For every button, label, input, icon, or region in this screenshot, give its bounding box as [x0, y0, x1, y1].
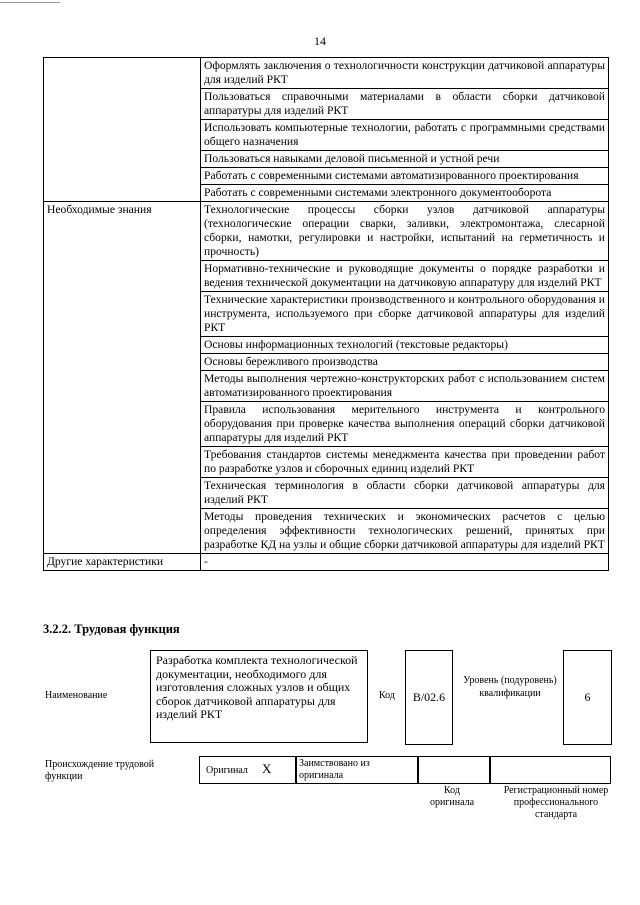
row-content: Правила использования мерительного инструмента и контрольного оборудования при проверке качества выполнения операций сборки датчиковой аппаратуры для изделий РКТ [201, 402, 609, 447]
row-content: Техническая терминология в области сборки датчиковой аппаратуры для изделий РКТ [201, 478, 609, 509]
code-original-caption: Код оригинала [429, 785, 475, 808]
row-content: Технические характеристики производственного и контрольного оборудования и инструмента, используемого при сборке датчиковой аппаратуры для изделий РКТ [201, 292, 609, 337]
origin-label: Происхождение трудовой функции [45, 759, 155, 782]
row-content: - [201, 554, 609, 571]
row-content: Методы проведения технических и экономических расчетов с целью определения эффективности технологических решений, принятых при разработке КД на узлы и общие сборки датчиковой аппаратуры для изделий РКТ [201, 509, 609, 554]
row-content: Требования стандартов системы менеджмента качества при проведении работ по разработке узлов и сборочных единиц изделий РКТ [201, 447, 609, 478]
name-label: Наименование [45, 690, 108, 701]
row-content: Основы информационных технологий (текстовые редакторы) [201, 337, 609, 354]
row-content: Основы бережливого производства [201, 354, 609, 371]
page-number: 14 [314, 34, 326, 48]
table-row [44, 202, 609, 261]
skills-knowledge-table [43, 57, 609, 571]
row-content: Работать с современными системами электронного документооборота [201, 185, 609, 202]
row-content: Нормативно-технические и руководящие документы о порядке разработки и ведения технической документации на датчиковую аппаратуру для изделий РКТ [201, 261, 609, 292]
top-rule [0, 2, 60, 3]
row-content: Технологические процессы сборки узлов датчиковой аппаратуры (технологические операции сварки, заливки, электромонтажа, слесарной сборки, намотки, регулировки и настройки, испытаний на герметичность и прочность) [201, 202, 609, 261]
row-label: Другие характеристики [44, 554, 201, 571]
function-code-box: B/02.6 [405, 650, 453, 745]
original-mark: X [262, 761, 272, 776]
reg-number-caption: Регистрационный номер профессионального стандарта [503, 785, 609, 820]
level-label: Уровень (подуровень) квалификации [463, 675, 557, 699]
table-row [44, 58, 609, 89]
row-content: Работать с современными системами автоматизированного проектирования [201, 168, 609, 185]
row-content: Оформлять заключения о технологичности конструкции датчиковой аппаратуры для изделий РКТ [201, 58, 609, 89]
section-title: 3.2.2. Трудовая функция [43, 622, 180, 636]
original-label: Оригинал [206, 765, 248, 776]
code-label: Код [379, 690, 395, 701]
borrowed-label: Заимствовано из оригинала [299, 758, 370, 781]
row-content: Пользоваться справочными материалами в области сборки датчиковой аппаратуры для изделий РКТ [201, 89, 609, 120]
row-content: Методы выполнения чертежно-конструкторских работ с использованием систем автоматизированного проектирования [201, 371, 609, 402]
function-name-box: Разработка комплекта технологической документации, необходимого для изготовления сложных узлов и общих сборок датчиковой аппаратуры для изделий РКТ [150, 650, 368, 743]
row-content: Использовать компьютерные технологии, работать с программными средствами общего назначения [201, 120, 609, 151]
row-content: Пользоваться навыками деловой письменной и устной речи [201, 151, 609, 168]
row-label: Необходимые знания [44, 202, 201, 554]
level-value-box: 6 [563, 650, 612, 745]
table-row [44, 554, 609, 571]
row-label [44, 58, 201, 202]
